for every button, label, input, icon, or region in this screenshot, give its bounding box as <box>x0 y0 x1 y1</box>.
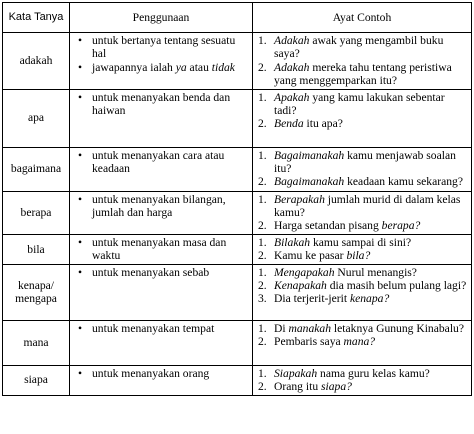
text-segment: keadaan kamu sekarang? <box>344 175 463 189</box>
text-segment: Kenapakah <box>274 279 327 293</box>
text-segment: Orang itu <box>274 380 322 394</box>
text-segment: kenapa? <box>349 292 390 306</box>
text-segment: Adakah <box>274 34 310 47</box>
example-number: 1. <box>258 265 267 279</box>
usage-list <box>73 34 249 74</box>
example-list <box>256 193 468 233</box>
example-item <box>256 149 468 176</box>
usage-item <box>73 322 249 335</box>
penggunaan-cell <box>70 264 253 320</box>
penggunaan-cell <box>70 320 253 365</box>
example-number: 1. <box>258 148 267 162</box>
example-list <box>256 236 468 263</box>
penggunaan-cell <box>70 89 253 147</box>
text-segment: atau <box>186 60 212 74</box>
ayat-contoh-cell <box>253 234 472 264</box>
penggunaan-cell <box>70 365 253 395</box>
usage-item <box>73 193 249 220</box>
text-segment: Mengapakah <box>274 265 335 279</box>
text-segment: untuk bertanya tentang sesuatu hal <box>92 34 236 61</box>
text-segment: Apakah <box>274 90 310 104</box>
example-list <box>256 34 468 88</box>
text-segment: nama guru kelas kamu? <box>317 366 430 380</box>
example-number: 2. <box>258 117 267 131</box>
text-segment: jawapannya ialah <box>92 60 176 74</box>
table-row <box>3 320 472 365</box>
example-item <box>256 91 468 118</box>
text-segment: Pembaris saya <box>274 335 344 349</box>
text-segment: untuk menanyakan cara atau keadaan <box>92 148 225 176</box>
text-segment: manakah <box>288 321 332 335</box>
text-segment: Benda <box>274 117 304 131</box>
table-row <box>3 365 472 395</box>
table-row <box>3 89 472 147</box>
text-segment: kamu menjawab soalan itu? <box>274 148 456 176</box>
penggunaan-cell <box>70 234 253 264</box>
text-segment: berapa? <box>381 219 421 233</box>
usage-list <box>73 367 249 380</box>
example-list <box>256 367 468 394</box>
text-segment: dia masih belum pulang lagi? <box>326 279 467 293</box>
example-item <box>256 292 468 305</box>
example-item <box>256 61 468 88</box>
example-number: 2. <box>258 335 267 349</box>
example-list <box>256 266 468 306</box>
usage-list <box>73 322 249 335</box>
text-segment: siapa? <box>321 380 352 394</box>
usage-item <box>73 367 249 380</box>
usage-list <box>73 193 249 220</box>
usage-item <box>73 34 249 61</box>
kata-tanya-cell: bila <box>3 234 70 264</box>
example-item <box>256 335 468 348</box>
text-segment: Berapakah <box>274 192 325 206</box>
ayat-contoh-cell <box>253 89 472 147</box>
example-item <box>256 322 468 335</box>
kata-tanya-table <box>2 2 472 396</box>
text-segment: itu apa? <box>303 117 343 131</box>
usage-list <box>73 91 249 118</box>
example-number: 2. <box>258 175 267 189</box>
text-segment: untuk menanyakan sebab <box>92 265 210 279</box>
text-segment: Dia terjerit-jerit <box>274 292 350 306</box>
kata-tanya-cell: apa <box>3 89 70 147</box>
text-segment: Bilakah <box>274 235 311 249</box>
text-segment: ya <box>175 60 187 74</box>
penggunaan-cell <box>70 33 253 90</box>
text-segment: letaknya Gunung Kinabalu? <box>331 321 464 335</box>
text-segment: jumlah murid di dalam kelas kamu? <box>274 192 461 220</box>
example-item <box>256 117 468 130</box>
usage-list <box>73 266 249 279</box>
text-segment: tidak <box>211 60 235 74</box>
example-number: 2. <box>258 60 267 74</box>
text-segment: bila? <box>346 249 371 263</box>
ayat-contoh-cell <box>253 147 472 191</box>
table-row <box>3 264 472 320</box>
usage-list <box>73 149 249 176</box>
example-item <box>256 380 468 393</box>
example-item <box>256 34 468 61</box>
text-segment: Adakah <box>274 60 310 74</box>
example-number: 1. <box>258 235 267 249</box>
example-item <box>256 249 468 262</box>
usage-item <box>73 266 249 279</box>
text-segment: Kamu ke pasar <box>274 249 347 263</box>
example-item <box>256 219 468 232</box>
table-row <box>3 191 472 234</box>
example-number: 2. <box>258 219 267 233</box>
example-item <box>256 236 468 249</box>
text-segment: Di <box>274 321 289 335</box>
penggunaan-cell <box>70 191 253 234</box>
header-penggunaan: Penggunaan <box>70 3 253 33</box>
usage-item <box>73 149 249 176</box>
text-segment: Nurul menangis? <box>334 265 417 279</box>
text-segment: untuk menanyakan tempat <box>92 321 215 335</box>
text-segment: mana? <box>343 335 376 349</box>
text-segment: untuk menanyakan masa dan waktu <box>92 235 227 263</box>
example-item <box>256 279 468 292</box>
example-item <box>256 175 468 188</box>
kata-tanya-cell: adakah <box>3 33 70 90</box>
kata-tanya-cell: bagaimana <box>3 147 70 191</box>
example-item <box>256 367 468 380</box>
text-segment: Siapakah <box>274 366 318 380</box>
table-row <box>3 234 472 264</box>
ayat-contoh-cell <box>253 33 472 90</box>
text-segment: mereka tahu tentang peristiwa yang menggemparkan itu? <box>274 60 452 88</box>
example-number: 1. <box>258 366 267 380</box>
ayat-contoh-cell <box>253 365 472 395</box>
penggunaan-cell <box>70 147 253 191</box>
example-number: 2. <box>258 279 267 293</box>
table-row <box>3 33 472 90</box>
text-segment: untuk menanyakan orang <box>92 366 210 380</box>
text-segment: kamu sampai di sini? <box>310 235 412 249</box>
text-segment: Harga setandan pisang <box>274 219 382 233</box>
kata-tanya-cell: mana <box>3 320 70 365</box>
example-number: 2. <box>258 249 267 263</box>
table-body <box>3 33 472 396</box>
usage-item <box>73 91 249 118</box>
header-row <box>3 3 472 33</box>
kata-tanya-cell: siapa <box>3 365 70 395</box>
example-number: 2. <box>258 380 267 394</box>
example-list <box>256 149 468 189</box>
example-list <box>256 91 468 131</box>
text-segment: Bagaimanakah <box>274 175 345 189</box>
header-kata-tanya: Kata Tanya <box>3 3 70 33</box>
header-ayat-contoh: Ayat Contoh <box>253 3 472 33</box>
text-segment: Bagaimanakah <box>274 148 345 162</box>
example-item <box>256 193 468 220</box>
ayat-contoh-cell <box>253 264 472 320</box>
example-number: 1. <box>258 192 267 206</box>
kata-tanya-cell: berapa <box>3 191 70 234</box>
example-list <box>256 322 468 349</box>
text-segment: yang kamu lakukan sebentar tadi? <box>274 90 445 118</box>
table-row <box>3 147 472 191</box>
text-segment: awak yang mengambil buku saya? <box>274 34 444 61</box>
usage-item <box>73 236 249 263</box>
usage-item <box>73 61 249 74</box>
example-number: 1. <box>258 34 267 47</box>
text-segment: untuk menanyakan bilangan, jumlah dan harga <box>92 192 226 220</box>
example-number: 1. <box>258 90 267 104</box>
kata-tanya-cell: kenapa/ mengapa <box>3 264 70 320</box>
text-segment: untuk menanyakan benda dan haiwan <box>92 90 231 118</box>
usage-list <box>73 236 249 263</box>
example-number: 1. <box>258 321 267 335</box>
example-number: 3. <box>258 292 267 306</box>
example-item <box>256 266 468 279</box>
ayat-contoh-cell <box>253 320 472 365</box>
ayat-contoh-cell <box>253 191 472 234</box>
